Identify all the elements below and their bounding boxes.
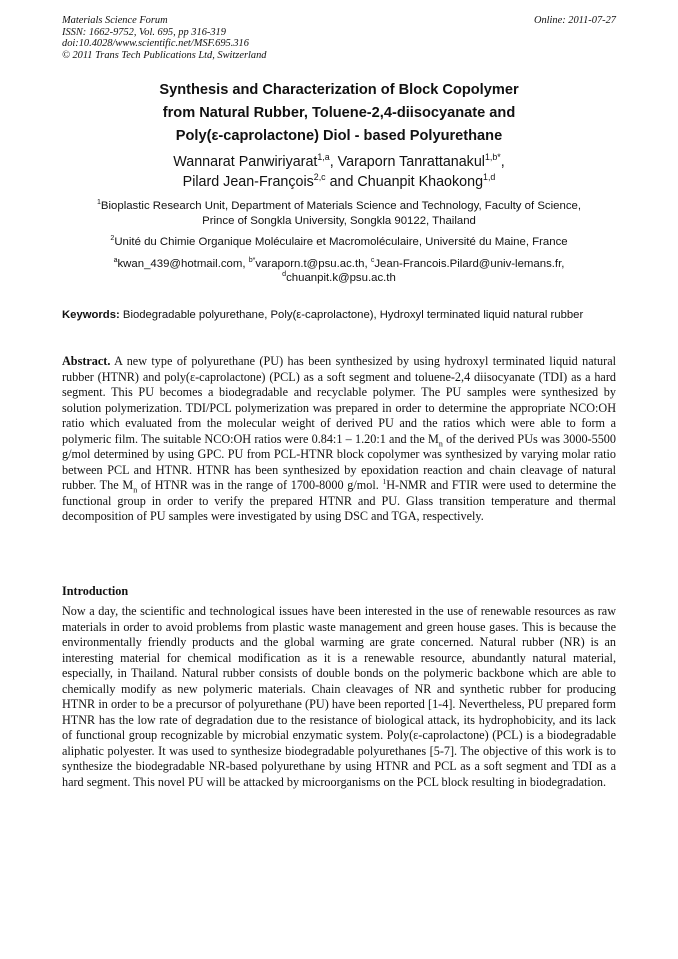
- keywords: [62, 309, 616, 322]
- title-line-3: Poly(ε-caprolactone) Diol - based Polyurethane: [175, 128, 503, 144]
- keywords-text: Biodegradable polyurethane, Poly(ε-caprolactone), Hydroxyl terminated liquid natural rubber: [122, 309, 584, 321]
- email-d[interactable]: chuanpit.k@psu.ac.th: [286, 272, 396, 285]
- email-d-marker: d: [282, 271, 287, 279]
- journal-name: Materials Science Forum: [62, 15, 168, 26]
- affiliation-2: [62, 235, 616, 250]
- affiliation-1-line-2: Prince of Songkla University, Songkla 90122, Thailand: [202, 214, 476, 227]
- title-line-1: Synthesis and Characterization of Block Copolymer: [159, 82, 519, 98]
- author-1-affil: 1,a: [317, 152, 330, 163]
- authors-line-2: [62, 172, 616, 192]
- mn-subscript: n: [438, 438, 443, 448]
- copyright-line: © 2011 Trans Tech Publications Ltd, Switzerland: [62, 49, 267, 61]
- authors-line-1: Wannarat Panwiriyarat$^{1,a}$, Varaporn Tanrattanakul$^{1,b*}$,: [173, 152, 505, 170]
- author-2-affil: 1,b*: [484, 152, 501, 163]
- author-4: Chuanpit Khaokong: [357, 174, 484, 190]
- abstract-part-1: A new type of polyurethane (PU) has been synthesized by using hydroxyl terminated liquid natural rubber (HTNR) and poly(ε-caprolactone) (PCL) as a soft segment and toluene-2,4 diisocyanate (TDI) as a hard segment. This PU becomes a biodegradable and recyclable polymer. The PU samples were synthesized by solution polymerization. TDI/PCL polymerization was prepared in order to determine the appropriate NCO:OH ratio which evaluated from the molecular weight of derived PU and the ratios which were able to form a polymeric film. The suitable NCO:OH ratios were 0.84:1 – 1.20:1 and the M: [62, 354, 616, 446]
- abstract-part-4: H-NMR and FTIR were used to determine the functional group in order to verify the prepared HTNR and PU. Glass transition temperature and thermal decomposition of PU samples were investigated by using DSC and TGA, respectively.: [62, 478, 617, 523]
- abstract-label: Abstract.: [62, 354, 111, 368]
- title-line-2: from Natural Rubber, Toluene-2,4-diisocyanate and: [162, 105, 516, 121]
- keywords-label: Keywords:: [62, 309, 120, 321]
- affiliation-1-number: 1: [96, 199, 101, 207]
- email-a-marker: a: [113, 256, 118, 264]
- email-c-marker: c: [370, 256, 375, 264]
- abstract: [62, 354, 616, 525]
- online-date: Online: 2011-07-27: [533, 15, 616, 26]
- issn-line: ISSN: 1662-9752, Vol. 695, pp 316-319: [62, 26, 226, 38]
- paper-title: [62, 79, 616, 148]
- author-4-affil: 1,d: [483, 172, 496, 183]
- email-b-marker: b*: [248, 256, 256, 264]
- introduction-text: Now a day, the scientific and technological issues have been interested in the use of renewable resources as raw materials in order to avoid problems from plastic waste management and green house gases. This is because the environmentally friendly products and the global warming are grate concerned. Natural rubber (NR) is an interesting material for chemical modification as it is a renewable resource, abundantly natural material, especially, in Thailand. Natural rubber consists of double bonds on the polymeric backbone which are able to chemically modify as new polymeric materials. Chain cleavages of NR and synthetic rubber for producing HTNR in order to be a precursor of polyurethane (PU) have been reported [1-4]. Nevertheless, PU prepared form HTNR has the low rate of degradation due to the resistance of biological attack, its hydrophobicity, and its lack of functional group recognizable by microbial enzymatic system. Poly(ε-caprolactone) (PCL) is a biodegradable aliphatic polyester. It was used to synthesize biodegradable polyurethanes [5-7]. The objective of this work is to synthesize the biodegradable NR-based polyurethane by using HTNR and PCL as a soft segment and TDI as a hard segment. This novel PU will be attacked by microorganisms on the PCL block resulting in biodegradation.: [62, 604, 616, 789]
- affiliation-1-line-1: Bioplastic Research Unit, Department of Materials Science and Technology, Faculty of Science,: [100, 200, 582, 212]
- affiliation-2-number: 2: [110, 235, 115, 243]
- email-list: [62, 257, 616, 286]
- affiliation-1: [62, 199, 616, 228]
- email-c[interactable]: Jean-Francois.Pilard@univ-lemans.fr,: [374, 257, 565, 270]
- affiliations: [62, 199, 616, 286]
- email-b[interactable]: varaporn.t@psu.ac.th,: [255, 257, 368, 270]
- page-header: [62, 15, 616, 61]
- h-nmr-superscript: 1: [382, 476, 387, 486]
- abstract-part-3: of HTNR was in the range of 1700-8000 g/mol.: [137, 478, 383, 492]
- author-3-affil: 2,c: [313, 172, 326, 183]
- author-and: and: [329, 174, 354, 190]
- author-3: Pilard Jean-François: [182, 174, 314, 190]
- introduction-heading: Introduction: [62, 584, 129, 598]
- author-1: Wannarat Panwiriyarat: [173, 154, 318, 170]
- author-list: [62, 152, 616, 192]
- doi-line: doi:10.4028/www.scientific.net/MSF.695.316: [62, 38, 249, 49]
- author-2: Varaporn Tanrattanakul: [337, 154, 485, 170]
- affiliation-2-text: Unité du Chimie Organique Moléculaire et Macromoléculaire, Université du Maine, France: [114, 236, 568, 249]
- abstract-part-2: of the derived PUs was 3000-5500 g/mol determined by using GPC. PU from PCL-HTNR block copolymer was synthesized by varying molar ratio between PCL and HTNR. HTNR has been synthesized by epoxidation reaction and chain cleavage of natural rubber. The M: [62, 431, 616, 492]
- email-a[interactable]: kwan_439@hotmail.com,: [117, 257, 246, 270]
- mn-subscript-2: n: [133, 485, 138, 495]
